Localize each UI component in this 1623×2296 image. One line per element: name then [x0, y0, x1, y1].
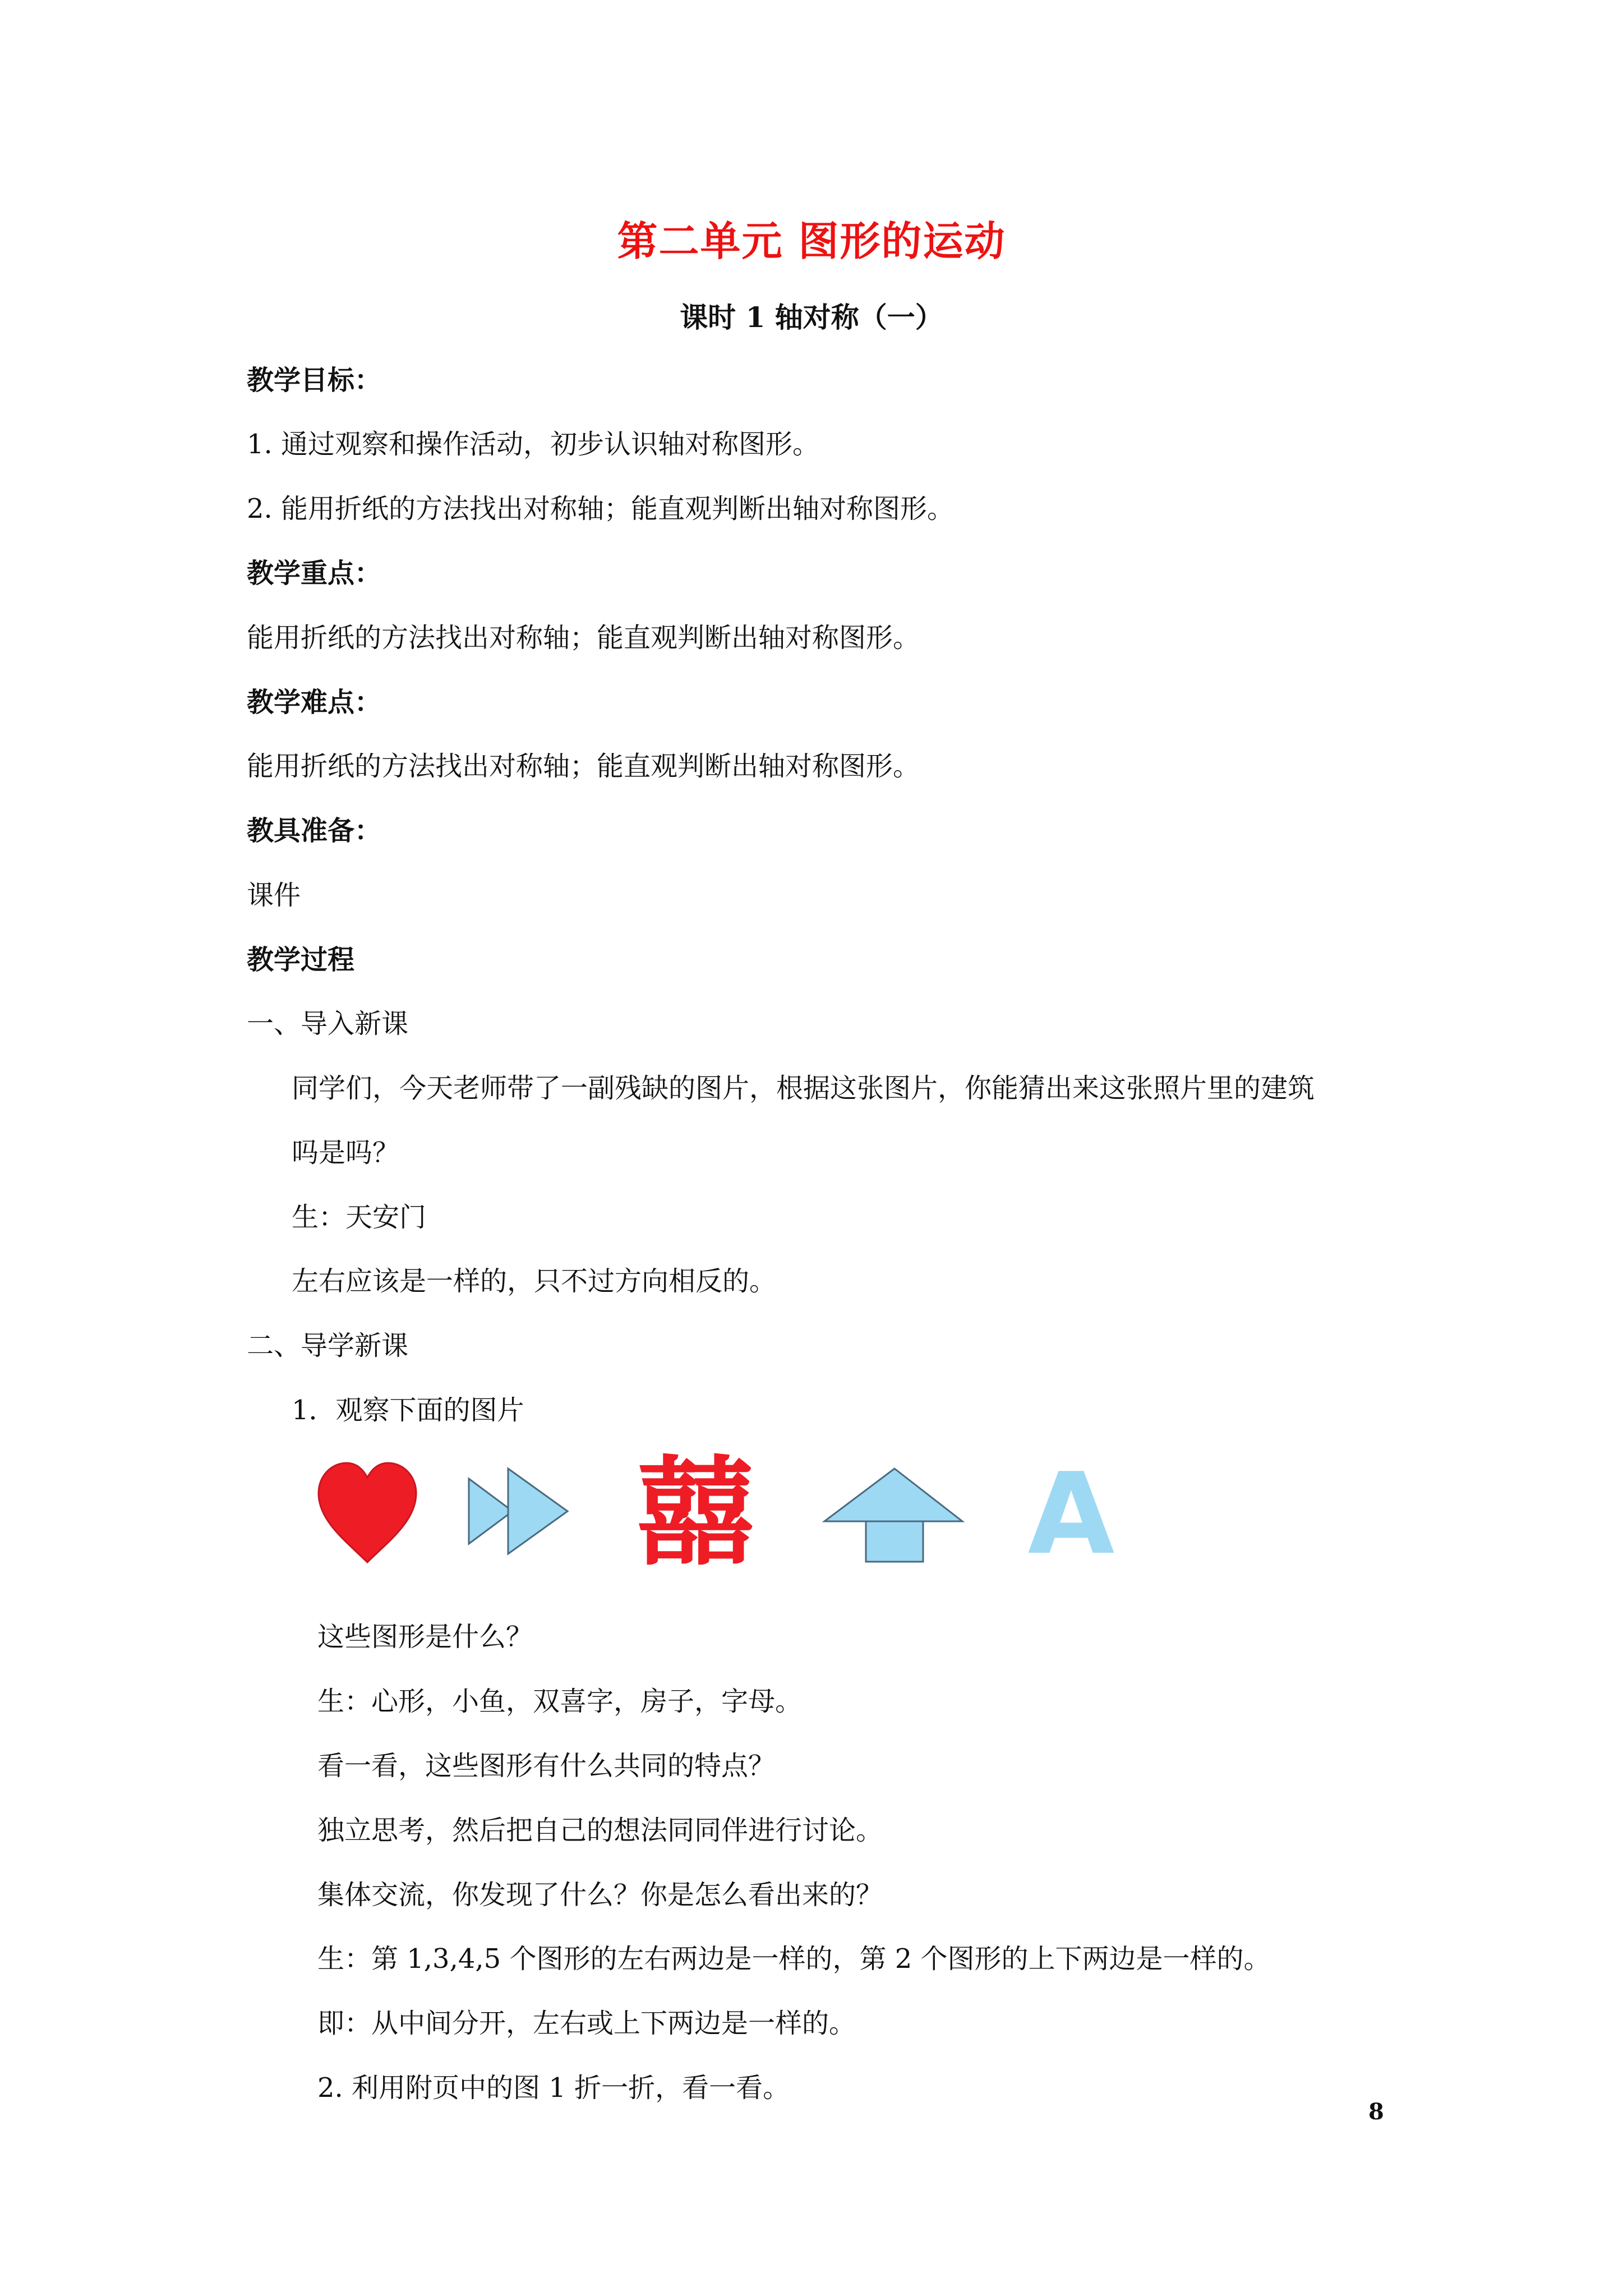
house-figure	[819, 1458, 970, 1571]
question-what-found: 集体交流，你发现了什么？你是怎么看出来的？	[317, 1879, 883, 1911]
part1-conclusion: 左右应该是一样的，只不过方向相反的。	[292, 1266, 777, 1297]
part2-heading: 二、导学新课	[247, 1330, 409, 1361]
part1-student-answer: 生：天安门	[292, 1202, 427, 1233]
page-number: 8	[1368, 2099, 1384, 2125]
part1-paragraph-line2: 吗是吗？	[292, 1137, 400, 1168]
answer-shape-names: 生：心形，小鱼，双喜字，房子，字母。	[317, 1686, 803, 1717]
fish-figure	[465, 1458, 572, 1571]
question-common-feature: 看一看，这些图形有什么共同的特点？	[317, 1750, 776, 1782]
summary-symmetry: 即：从中间分开，左右或上下两边是一样的。	[317, 2008, 856, 2039]
goals-heading: 教学目标：	[247, 365, 382, 396]
letter-a-figure: A	[1027, 1449, 1115, 1580]
symmetry-figures	[314, 1444, 1122, 1593]
double-happiness-figure: 囍	[636, 1444, 754, 1582]
difficulty-heading: 教学难点：	[247, 687, 382, 718]
process-heading: 教学过程	[247, 944, 355, 976]
heart-figure	[314, 1458, 421, 1571]
key-points-heading: 教学重点：	[247, 558, 382, 589]
goal-item-2: 2. 能用折纸的方法找出对称轴；能直观判断出轴对称图形。	[247, 493, 955, 524]
answer-symmetry-observation: 生：第 1,3,4,5 个图形的左右两边是一样的，第 2 个图形的上下两边是一样的。	[317, 1943, 1271, 1975]
goal-item-1: 1. 通过观察和操作活动，初步认识轴对称图形。	[247, 429, 820, 460]
question-what-shapes: 这些图形是什么？	[317, 1621, 533, 1653]
part2-step1: 1．观察下面的图片	[292, 1395, 524, 1426]
part1-heading: 一、导入新课	[247, 1008, 409, 1039]
difficulty-text: 能用折纸的方法找出对称轴；能直观判断出轴对称图形。	[247, 751, 920, 782]
page-title: 第二单元 图形的运动	[617, 217, 1006, 265]
instruction-discuss: 独立思考，然后把自己的想法同同伴进行讨论。	[317, 1815, 883, 1846]
part2-step2: 2. 利用附页中的图 1 折一折，看一看。	[317, 2072, 790, 2104]
part1-paragraph-line1: 同学们，今天老师带了一副残缺的图片，根据这张图片，你能猜出来这张照片里的建筑	[292, 1073, 1315, 1104]
key-points-text: 能用折纸的方法找出对称轴；能直观判断出轴对称图形。	[247, 622, 920, 654]
tools-heading: 教具准备：	[247, 815, 382, 846]
lesson-subtitle: 课时 1 轴对称（一）	[680, 301, 943, 334]
tools-text: 课件	[247, 880, 301, 911]
